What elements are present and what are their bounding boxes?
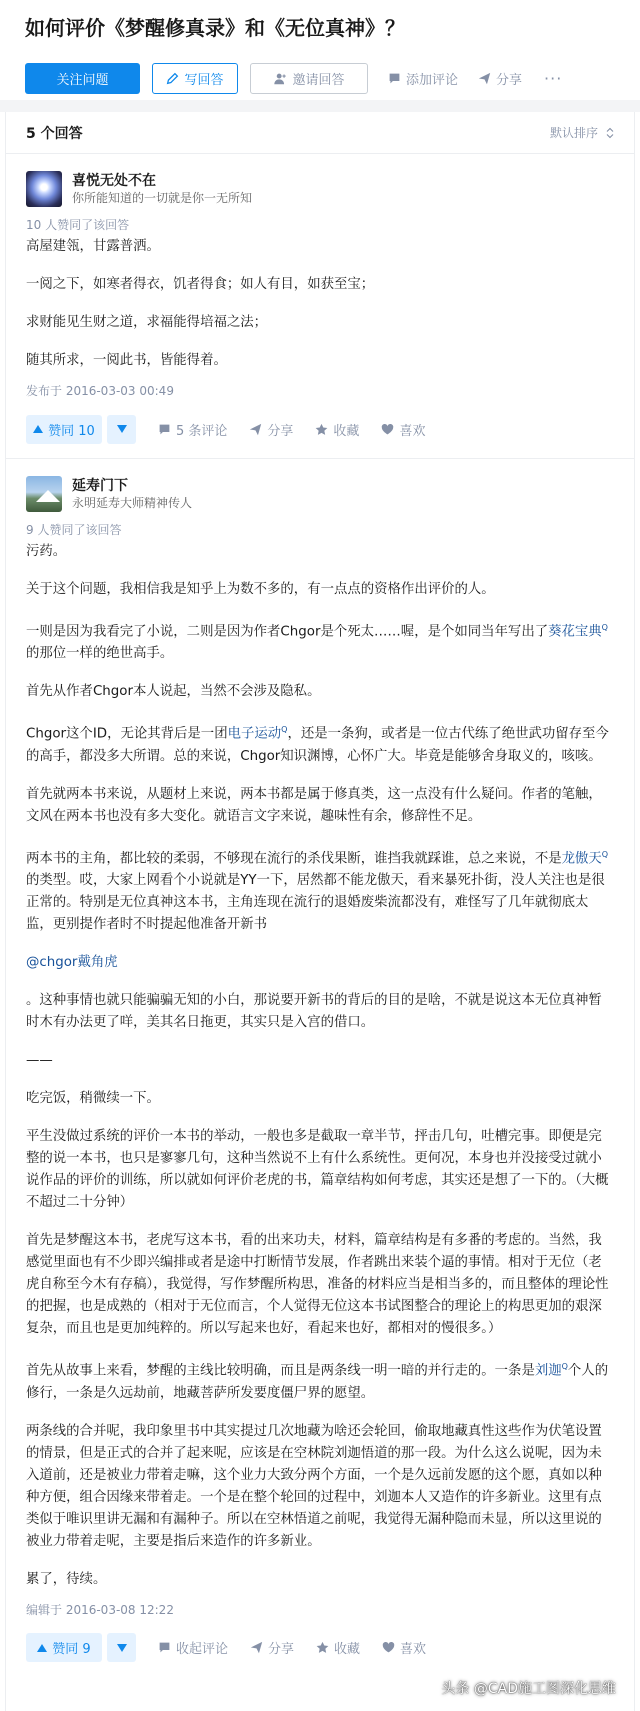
- publish-date[interactable]: 发布于 2016-03-03 00:49: [26, 384, 174, 398]
- more-options-button[interactable]: ···: [544, 68, 563, 88]
- like-button[interactable]: [381, 420, 425, 439]
- add-user-icon: [273, 72, 287, 85]
- search-icon: Q: [601, 849, 609, 859]
- edit-date[interactable]: 编辑于 2016-03-08 12:22: [26, 1602, 174, 1617]
- like-label: 喜欢: [399, 423, 426, 439]
- comments-button[interactable]: [158, 420, 227, 439]
- upvote-button[interactable]: [26, 415, 102, 444]
- author-bio: 你所能知道的一切就是你一无所知: [72, 190, 253, 205]
- like-label: 喜欢: [400, 1642, 427, 1658]
- watermark: [413, 1677, 616, 1699]
- upvote-button[interactable]: [26, 1633, 102, 1662]
- share-icon: [249, 423, 262, 436]
- triangle-up-icon: [33, 425, 43, 433]
- user-mention-link[interactable]: @chgor戴角虎: [26, 955, 118, 971]
- collapse-comments-button[interactable]: [158, 1638, 228, 1657]
- invite-answer-button[interactable]: [250, 63, 368, 94]
- share-button[interactable]: [250, 1638, 294, 1657]
- write-answer-label: 写回答: [184, 72, 224, 88]
- answers-list: [5, 112, 635, 1711]
- author-name[interactable]: 喜悦无处不在: [72, 172, 156, 189]
- search-icon: Q: [601, 623, 608, 632]
- answer-item: [6, 459, 634, 1677]
- author-info: [26, 459, 614, 515]
- answer-count: 5 个回答: [26, 125, 83, 142]
- comments-label: 5 条评论: [176, 423, 228, 439]
- comments-label: 收起评论: [176, 1642, 229, 1658]
- sort-icon: [604, 127, 616, 139]
- answer-paragraph: 高屋建瓴，甘露普洒。: [26, 239, 160, 254]
- sort-dropdown[interactable]: [550, 124, 616, 141]
- comment-icon: [158, 423, 171, 436]
- answer-paragraph: 首先从作者Chgor本人说起，当然不会涉及隐私。: [26, 684, 321, 700]
- paragraph-text: 首先从故事上来看，梦醒的主线比较明确，而且是两条线一明一暗的并行走的。一条是: [26, 1363, 535, 1379]
- search-icon: Q: [281, 725, 288, 735]
- term-link[interactable]: 刘迦: [534, 1363, 562, 1379]
- paragraph-text: 个人的修行，一条是久远劫前，地藏菩萨所发要度僵尸界的愿望。: [26, 1363, 609, 1401]
- share-question-label: 分享: [496, 72, 523, 88]
- pencil-icon: [166, 72, 179, 85]
- paragraph-text: 的类型。哎，大家上网看个小说就是YY一下，居然都不能龙傲天，看来暴死扑街，没人关注也是很正常的。特别是无位真神这本书，主角连现在流行的退婚废柴流都没有，难怪写了几年就彻底太监，更别提作者时不时提起他准备开新书: [26, 873, 605, 933]
- watermark-text: 头条 @CAD施工图深化思维: [441, 1681, 616, 1697]
- answer-actions: [26, 400, 614, 458]
- share-icon: [250, 1641, 263, 1654]
- answer-paragraph: [26, 1356, 614, 1404]
- upvote-label: 赞同 9: [52, 1642, 91, 1658]
- heart-icon: [382, 1641, 395, 1654]
- term-link[interactable]: 龙傲天: [561, 851, 602, 867]
- share-label: 分享: [268, 1642, 295, 1658]
- triangle-up-icon: [37, 1644, 47, 1652]
- triangle-down-icon: [117, 1644, 127, 1652]
- answer-paragraph: 吃完饭，稍微续一下。: [26, 1091, 160, 1107]
- answer-content: [26, 236, 614, 372]
- paragraph-text: Chgor这个ID，无论其背后是一团: [26, 726, 228, 742]
- author-name[interactable]: 延寿门下: [72, 477, 128, 494]
- answer-paragraph: 累了，待续。: [26, 1571, 107, 1587]
- answer-paragraph: [26, 719, 614, 767]
- like-button[interactable]: [382, 1638, 426, 1657]
- avatar[interactable]: [26, 171, 62, 207]
- term-link[interactable]: 电子运动: [227, 726, 282, 742]
- share-label: 分享: [267, 423, 294, 439]
- question-title: 如何评价《梦醒修真录》和《无位真神》？: [25, 16, 405, 40]
- question-header: [0, 0, 640, 100]
- follow-question-button[interactable]: 关注问题: [25, 63, 140, 94]
- term-link[interactable]: 葵花宝典: [548, 624, 602, 640]
- section-gap: [0, 100, 640, 112]
- collect-label: 收藏: [334, 1642, 361, 1658]
- comment-icon: [158, 1641, 171, 1654]
- avatar[interactable]: [26, 476, 62, 512]
- collect-label: 收藏: [333, 423, 360, 439]
- answer-paragraph: 首先就两本书来说，从题材上来说，两本书都是属于修真类，这一点没有什么疑问。作者的笔触，文风在两本书也没有多大变化。就语言文字来说，趣味性有余，修辞性不足。: [26, 786, 602, 824]
- star-icon: [316, 1641, 329, 1654]
- vote-count-text[interactable]: 10 人赞同了该回答: [26, 218, 130, 232]
- share-button[interactable]: [249, 420, 293, 439]
- question-action-bar: [25, 62, 615, 94]
- paragraph-text: 两本书的主角，都比较的柔弱，不够现在流行的杀伐果断，谁挡我就踩谁，总之来说，不是: [26, 851, 562, 867]
- answer-content: [26, 541, 614, 1591]
- answer-paragraph: [26, 617, 614, 665]
- answer-paragraph: 。这种事情也就只能骗骗无知的小白，那说要开新书的背后的目的是啥，不就是说这本无位真神暂时木有办法更了咩，美其名日拖更，其实只是入宫的借口。: [26, 993, 602, 1031]
- author-bio: 永明延寿大师精神传人: [72, 495, 193, 510]
- comment-icon: [388, 72, 401, 85]
- answer-paragraph: 两条线的合并呢，我印象里书中其实提过几次地藏为啥还会轮回，偷取地藏真性这些作为伏笔设置的情景，但是正式的合并了起来呢，应该是在空林院刘迦悟道的那一段。为什么这么说呢，因为未入道前，还是被业力带着走嘛，这个业力大致分两个方面，一个是久远前发愿的这个愿，真如以种种方便，组合因缘来带着走。一个是在整个轮回的过程中，刘迦本人又造作的许多新业。这里有点类似于唯识里讲无漏和有漏种子。所以在空林悟道之前呢，我觉得无漏种隐而未显，所以这里说的被业力带着走呢，主要是指后来造作的许多新业。: [26, 1423, 602, 1549]
- paragraph-text: ，还是一条狗，或者是一位古代练了绝世武功留存至今的高手，都没多大所谓。总的来说，Chgor知识渊博，心怀广大。毕竟是能够舍身取义的，咳咳。: [26, 726, 609, 764]
- answer-paragraph: 污药。: [26, 544, 67, 559]
- search-icon: Q: [561, 1362, 568, 1372]
- upvote-label: 赞同 10: [48, 423, 95, 439]
- paragraph-text: 的那位一样的绝世高手。: [26, 646, 174, 662]
- collect-button[interactable]: [316, 1638, 360, 1657]
- answer-paragraph: 一阅之下，如寒者得衣，饥者得食；如人有目，如获至宝；: [26, 277, 375, 292]
- downvote-button[interactable]: [107, 1633, 136, 1662]
- downvote-button[interactable]: [107, 415, 136, 444]
- paragraph-text: 一则是因为我看完了小说，二则是因为作者Chgor是个死太……喔，是个如同当年写出了: [26, 624, 549, 640]
- answer-paragraph: 随其所求，一阅此书，皆能得着。: [26, 353, 227, 368]
- vote-count-text[interactable]: 9 人赞同了该回答: [26, 523, 122, 537]
- star-icon: [315, 423, 328, 436]
- answers-list-header: [6, 112, 634, 154]
- heart-icon: [381, 423, 394, 436]
- add-comment-button[interactable]: [388, 69, 458, 88]
- answer-paragraph: [26, 952, 614, 974]
- share-icon: [478, 72, 491, 85]
- answer-paragraph: [26, 844, 614, 936]
- triangle-down-icon: [117, 425, 127, 433]
- collect-button[interactable]: [315, 420, 359, 439]
- author-info: [26, 154, 614, 210]
- answer-paragraph: 关于这个问题，我相信我是知乎上为数不多的，有一点点的资格作出评价的人。: [26, 582, 495, 597]
- answer-paragraph: 求财能见生财之道，求福能得培福之法；: [26, 315, 268, 330]
- answer-actions: [26, 1619, 614, 1677]
- add-comment-label: 添加评论: [406, 72, 459, 88]
- share-question-button[interactable]: [478, 69, 522, 88]
- answer-item: [6, 154, 634, 458]
- invite-answer-label: 邀请回答: [292, 72, 345, 88]
- answer-paragraph: ——: [26, 1053, 53, 1069]
- write-answer-button[interactable]: [152, 63, 238, 94]
- answer-paragraph: 首先是梦醒这本书，老虎写这本书，看的出来功夫，材料，篇章结构是有多番的考虑的。当然，我感觉里面也有不少即兴编排或者是途中打断情节发展，作者跳出来装个逼的事情。相对于无位（老虎自称至今木有存稿），我觉得，写作梦醒所构思，准备的材料应当是相当多的，而且整体的理论性的把握，也是成熟的（相对于无位而言，个人觉得无位这本书试图整合的理论上的构思更加的艰深复杂，而且也是更加纯粹的。所以写起来也好，看起来也好，都相对的慢很多。）: [26, 1233, 609, 1337]
- answer-paragraph: 平生没做过系统的评价一本书的举动，一般也多是截取一章半节，抨击几句，吐槽完事。即便是完整的说一本书，也只是寥寥几句，这种当然说不上有什么系统性。更何况，本身也并没接受过就小说作品的评价的训练，所以就如何评价老虎的书，篇章结构如何考虑，其实还是想了一下的。（大概不超过二十分钟）: [26, 1129, 609, 1211]
- sort-label: 默认排序: [549, 126, 598, 140]
- toutiao-logo-icon: [413, 1677, 435, 1699]
